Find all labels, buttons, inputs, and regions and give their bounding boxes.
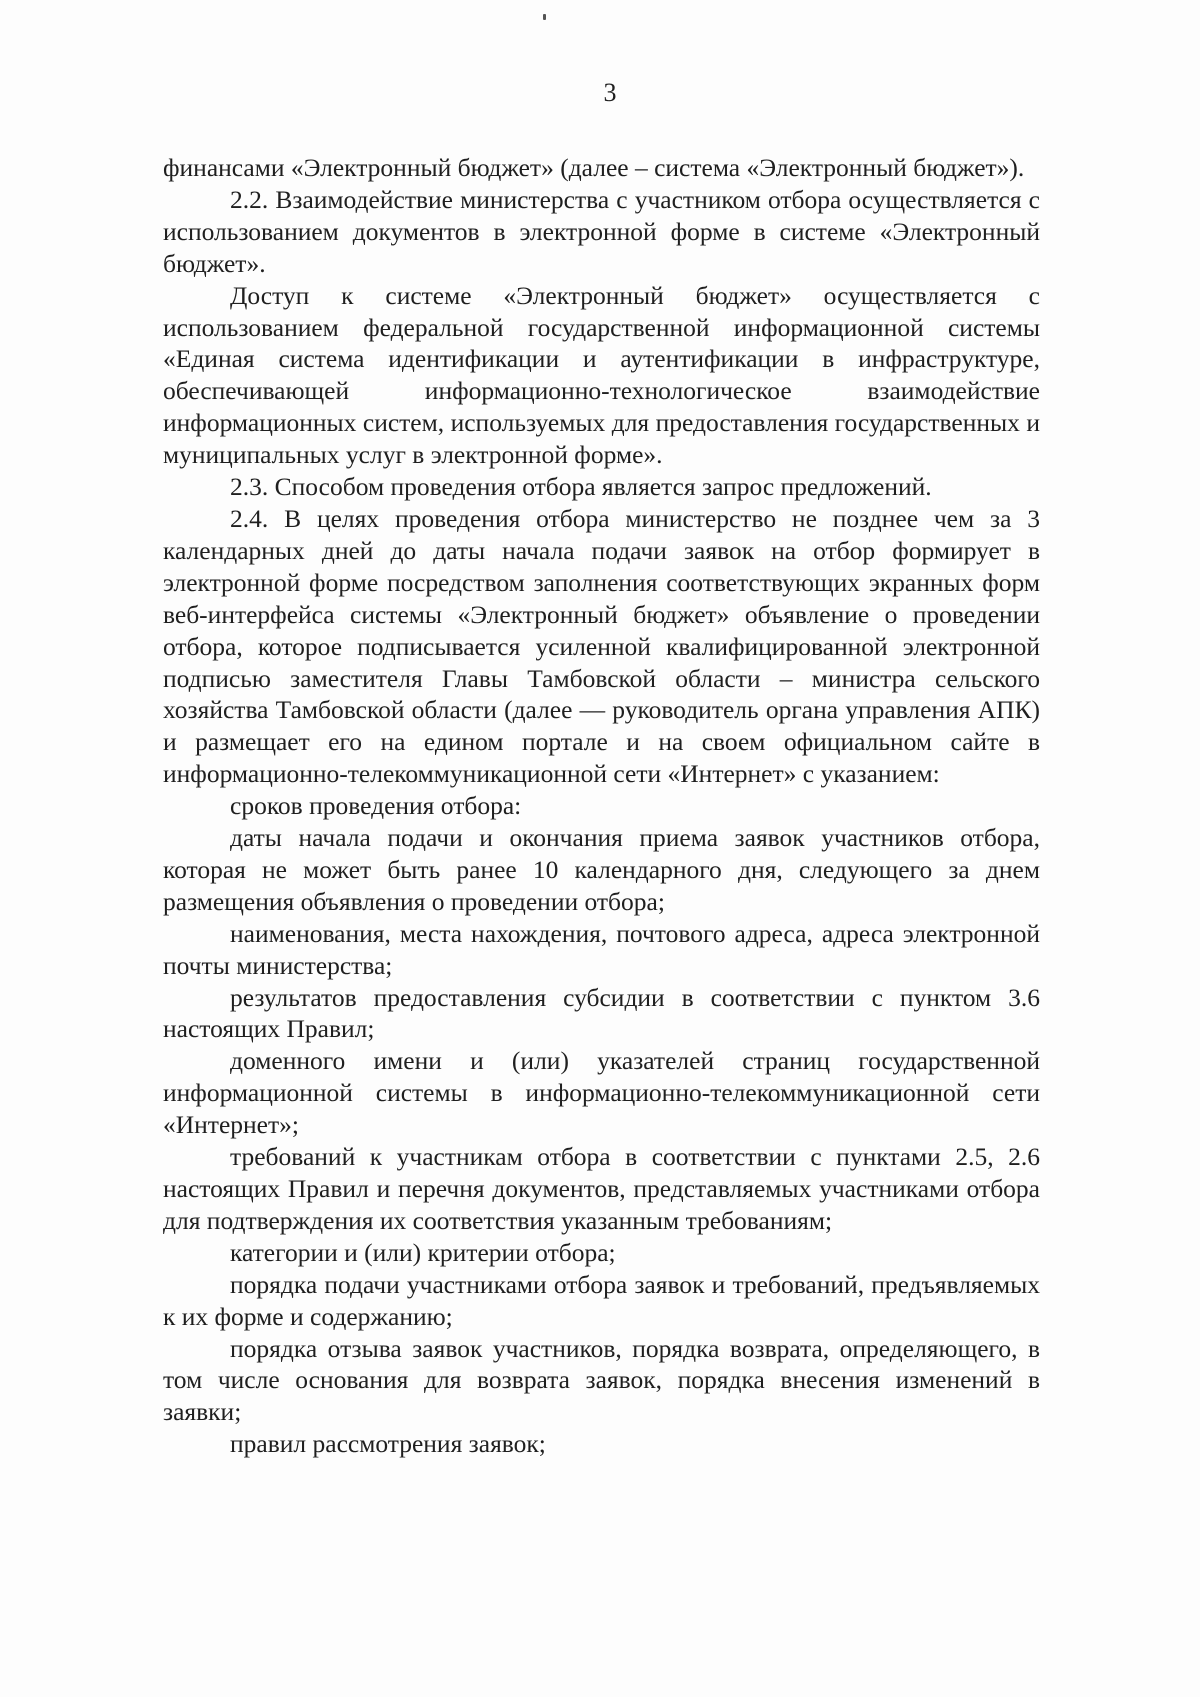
list-item-criteria: категории и (или) критерии отбора; <box>230 1237 616 1267</box>
paragraph-2-4: 2.4. В целях проведения отбора министерство не позднее чем за 3 календарных дней до даты начала подачи заявок на отбор формирует в электронной форме посредством заполнения соответствующих экранных форм веб-интерфейса системы «Электронный бюджет» объявление о проведении отбора, которое подписывается усиленной квалифицированной электронной подписью заместителя Главы Тамбовской области – министра сельского хозяйства Тамбовской области (далее — руководитель органа управления АПК) и размещает его на едином портале и на своем официальном сайте в информационно-телекоммуникационной сети «Интернет» с указанием: <box>163 503 1040 789</box>
list-item-submission-order: порядка подачи участниками отбора заявок и требований, предъявляемых к их форме и содержанию; <box>163 1269 1040 1331</box>
page-number: 3 <box>603 78 617 107</box>
list-item-review-rules: правил рассмотрения заявок; <box>230 1429 546 1459</box>
paragraph-2-2: 2.2. Взаимодействие министерства с участником отбора осуществляется с использованием документов в электронной форме в системе «Электронный бюджет». <box>163 184 1040 278</box>
list-item-withdrawal-order: порядка отзыва заявок участников, порядка возврата, определяющего, в том числе основания для возврата заявок, порядка внесения изменений в заявки; <box>163 1333 1040 1427</box>
paragraph-2-3: 2.3. Способом проведения отбора является запрос предложений. <box>230 472 932 502</box>
list-item-terms: сроков проведения отбора: <box>230 791 522 821</box>
list-item-name-address: наименования, места нахождения, почтового адреса, адреса электронной почты министерства; <box>163 918 1040 980</box>
document-body <box>163 152 1040 1460</box>
paragraph-access: Доступ к системе «Электронный бюджет» осуществляется с использованием федеральной государственной информационной системы «Единая система идентификации и аутентификации в инфраструктуре, обеспечивающей информационно-технологическое взаимодействие информационных систем, используемых для предоставления государственных и муниципальных услуг в электронной форме». <box>163 280 1040 470</box>
list-item-domain-name: доменного имени и (или) указателей страниц государственной информационной системы в информационно-телекоммуникационной сети «Интернет»; <box>163 1046 1040 1140</box>
list-item-requirements: требований к участникам отбора в соответствии с пунктами 2.5, 2.6 настоящих Правил и перечня документов, представляемых участниками отбора для подтверждения их соответствия указанным требованиям; <box>163 1142 1040 1235</box>
list-item-dates: даты начала подачи и окончания приема заявок участников отбора, которая не может быть ранее 10 календарного дня, следующего за днем размещения объявления о проведении отбора; <box>163 823 1040 916</box>
paragraph-continuation: финансами «Электронный бюджет» (далее – система «Электронный бюджет»). <box>163 153 1025 182</box>
scan-mark <box>543 14 546 20</box>
list-item-results: результатов предоставления субсидии в соответствии с пунктом 3.6 настоящих Правил; <box>163 982 1040 1044</box>
